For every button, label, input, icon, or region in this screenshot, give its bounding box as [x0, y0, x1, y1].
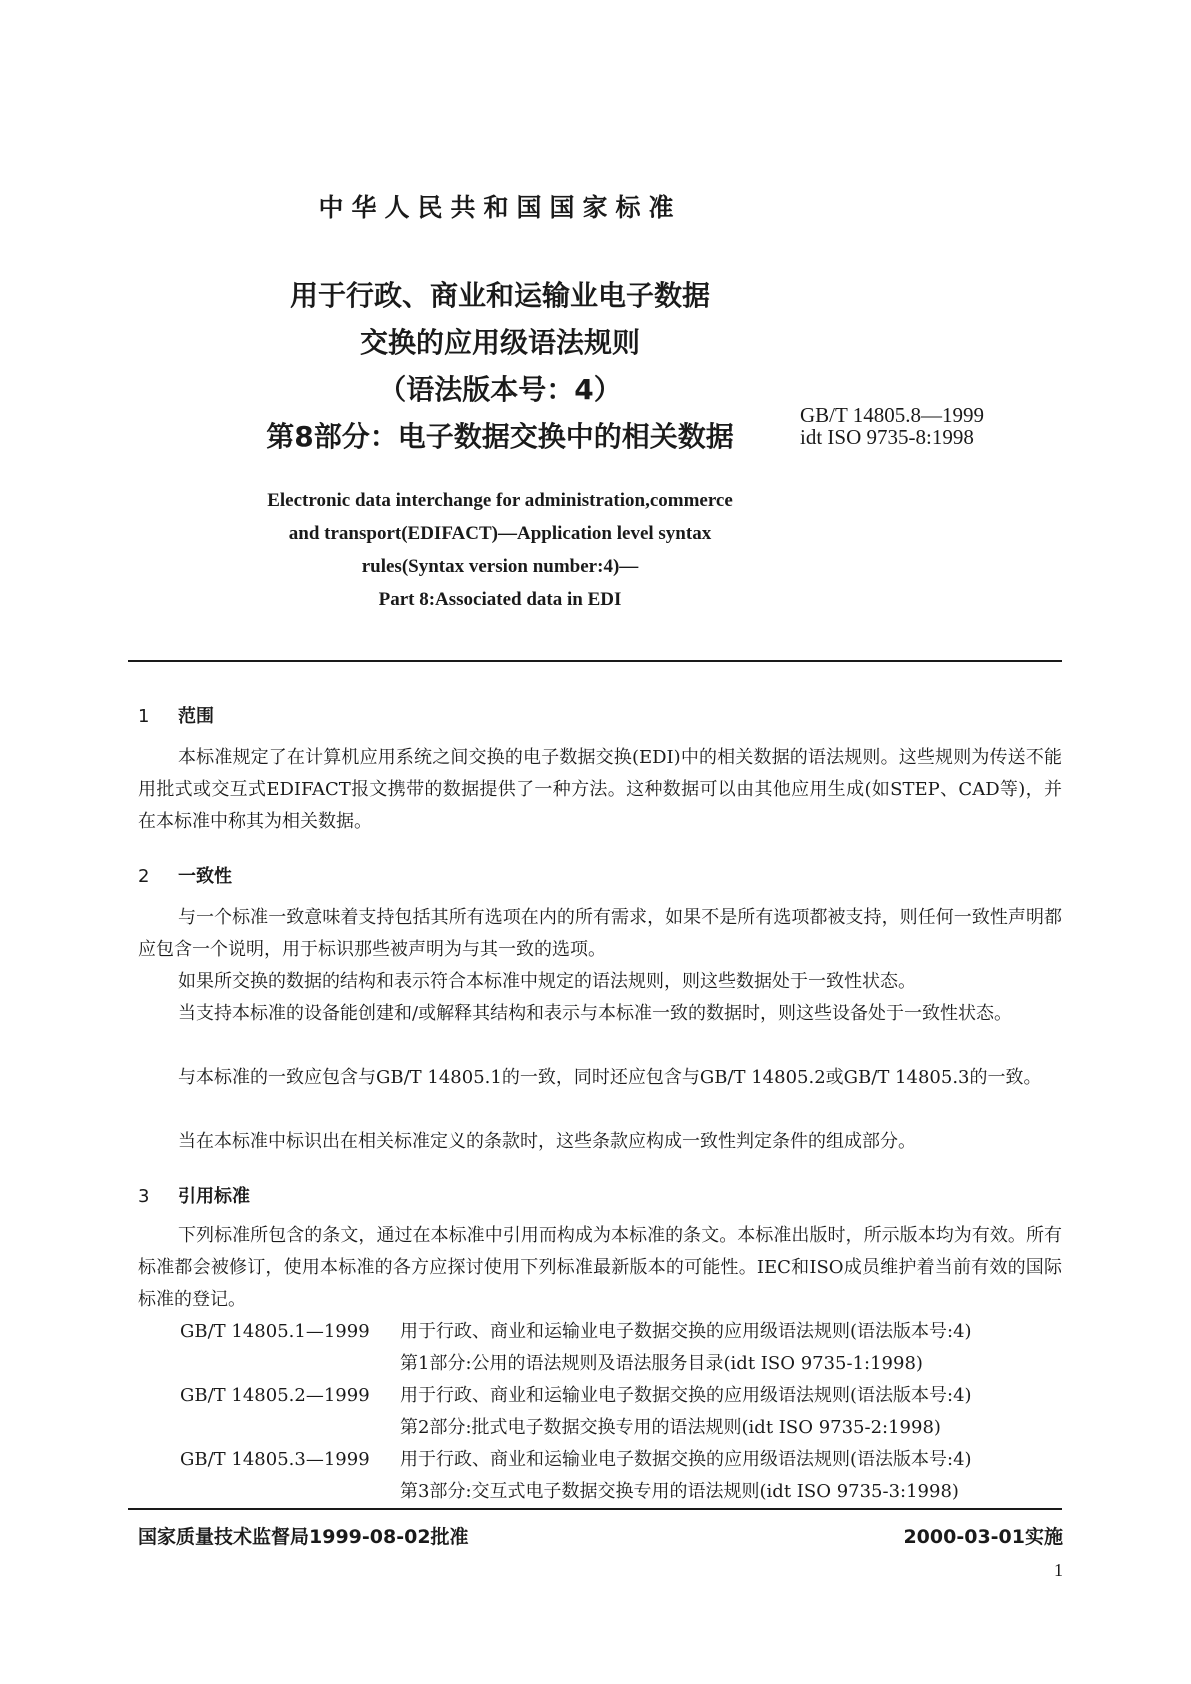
section-title: 引用标准 — [178, 1186, 250, 1207]
paragraph: 当支持本标准的设备能创建和/或解释其结构和表示与本标准一致的数据时，则这些设备处于一致性状态。 — [178, 1003, 1013, 1024]
reference-description — [400, 1380, 1060, 1444]
reference-code: GB/T 14805.2—1999 — [180, 1385, 370, 1406]
section-heading — [138, 1182, 250, 1208]
title-en-line: and transport(EDIFACT)—Application level syntax — [288, 523, 712, 544]
section-number: 1 — [138, 706, 150, 727]
reference-line: 第1部分:公用的语法规则及语法服务目录(idt ISO 9735-1:1998) — [400, 1353, 923, 1374]
title-en-line: rules(Syntax version number:4)— — [361, 556, 639, 577]
reference-line: 用于行政、商业和运输业电子数据交换的应用级语法规则(语法版本号:4) — [400, 1321, 972, 1342]
page-number: 1 — [1054, 1560, 1063, 1580]
standard-number: GB/T 14805.8—1999 — [800, 403, 984, 427]
title-english — [150, 484, 850, 616]
title-zh-line: （语法版本号：4） — [378, 373, 622, 406]
paragraph: 与一个标准一致意味着支持包括其所有选项在内的所有需求，如果不是所有选项都被支持，则任何一致性声明都应包含一个说明，用于标识那些被声明为与其一致的选项。 — [138, 907, 1062, 960]
title-chinese — [200, 272, 800, 460]
standard-number-block — [800, 404, 984, 448]
section-heading — [138, 862, 232, 888]
reference-code: GB/T 14805.1—1999 — [180, 1321, 370, 1342]
effective-date: 2000-03-01实施 — [903, 1526, 1063, 1548]
title-zh-line: 交换的应用级语法规则 — [359, 326, 640, 359]
title-en-line: Electronic data interchange for administration,commerce — [267, 490, 733, 511]
standard-type-heading: 中华人民共和国国家标准 — [318, 193, 682, 222]
paragraph: 如果所交换的数据的结构和表示符合本标准中规定的语法规则，则这些数据处于一致性状态。 — [178, 971, 916, 992]
paragraph: 下列标准所包含的条文，通过在本标准中引用而构成为本标准的条文。本标准出版时，所示版本均为有效。所有标准都会被修订，使用本标准的各方应探讨使用下列标准最新版本的可能性。IEC和ISO成员维护着当前有效的国际标准的登记。 — [138, 1225, 1062, 1310]
top-divider — [128, 660, 1062, 662]
approval-date: 国家质量技术监督局1999-08-02批准 — [138, 1526, 469, 1548]
title-zh-line: 用于行政、商业和运输业电子数据 — [289, 279, 710, 312]
reference-line: 第2部分:批式电子数据交换专用的语法规则(idt ISO 9735-2:1998) — [400, 1417, 941, 1438]
section-title: 一致性 — [178, 866, 232, 887]
reference-line: 第3部分:交互式电子数据交换专用的语法规则(idt ISO 9735-3:1998) — [400, 1481, 959, 1502]
section-title: 范围 — [178, 706, 214, 727]
title-en-line: Part 8:Associated data in EDI — [378, 589, 622, 610]
title-zh-line: 第8部分：电子数据交换中的相关数据 — [266, 420, 734, 453]
paragraph: 与本标准的一致应包含与GB/T 14805.1的一致，同时还应包含与GB/T 14805.2或GB/T 14805.3的一致。 — [178, 1067, 1042, 1088]
reference-line: 用于行政、商业和运输业电子数据交换的应用级语法规则(语法版本号:4) — [400, 1449, 972, 1470]
paragraph: 本标准规定了在计算机应用系统之间交换的电子数据交换(EDI)中的相关数据的语法规则。这些规则为传送不能用批式或交互式EDIFACT报文携带的数据提供了一种方法。这种数据可以由其他应用生成(如STEP、CAD等)，并在本标准中称其为相关数据。 — [138, 747, 1062, 832]
reference-description — [400, 1316, 1060, 1380]
reference-description — [400, 1444, 1060, 1508]
section-number: 2 — [138, 866, 150, 887]
paragraph: 当在本标准中标识出在相关标准定义的条款时，这些条款应构成一致性判定条件的组成部分。 — [178, 1131, 916, 1152]
standard-idt: idt ISO 9735-8:1998 — [800, 425, 974, 449]
section-heading — [138, 702, 214, 728]
bottom-divider — [128, 1508, 1062, 1510]
section-number: 3 — [138, 1186, 150, 1207]
reference-line: 用于行政、商业和运输业电子数据交换的应用级语法规则(语法版本号:4) — [400, 1385, 972, 1406]
reference-code: GB/T 14805.3—1999 — [180, 1449, 370, 1470]
